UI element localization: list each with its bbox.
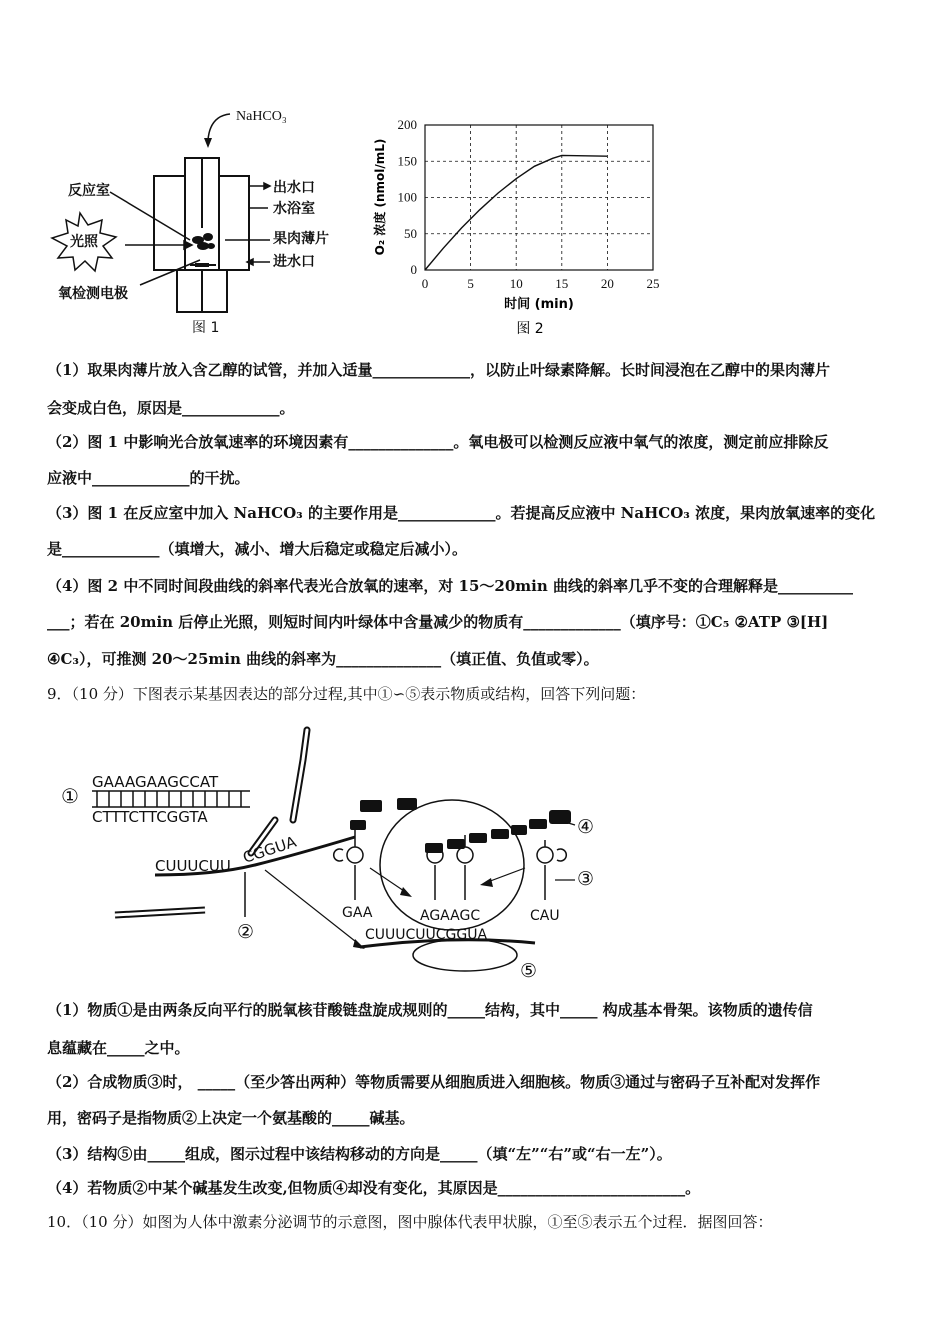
trna-anticodon-3: CAU	[530, 908, 560, 924]
x-tick-label: 10	[509, 276, 523, 291]
x-tick-label: 25	[646, 276, 660, 291]
q9-line-4: 用，密码子是指物质②上决定一个氨基酸的_____碱基。	[47, 1109, 415, 1127]
q8-line-9: ④C₃），可推测 20～25min 曲线的斜率为______________（填正值、负值或零）。	[47, 650, 599, 668]
water-bath-label: 水浴室	[273, 201, 315, 217]
ribosome-small-subunit	[413, 939, 517, 971]
trna-anticodon-1: GAA	[342, 905, 373, 921]
q9-line-3: （2）合成物质③时， _____（至少答出两种）等物质需要从细胞质进入细胞核。物质③通过与密码子互补配对发挥作	[47, 1073, 821, 1091]
q8-line-8: ___；若在 20min 后停止光照，则短时间内叶绿体中含量减少的物质有_____________（填序号：①C₅ ②ATP ③[H]	[47, 613, 829, 631]
electrode-label: 氧检测电极	[58, 286, 128, 302]
y-tick-label: 100	[397, 189, 417, 205]
q9-title: 9．（10 分）下图表示某基因表达的部分过程,其中①∽⑤表示物质或结构，回答下列问题：	[47, 685, 646, 703]
figure-1-apparatus	[40, 100, 340, 340]
q9-line-2: 息蕴藏在_____之中。	[47, 1039, 190, 1057]
figure-1-caption: 图 1	[192, 320, 220, 336]
q10-title: 10．（10 分）如图为人体中激素分泌调节的示意图，图中腺体代表甲状腺，①至⑤表示五个过程．据图回答：	[47, 1213, 773, 1231]
trna-shapes	[334, 825, 567, 900]
mrna-left-sequence: CUUUCUU	[155, 857, 231, 875]
nahco3-label: NaHCO₃	[236, 109, 287, 124]
x-tick-label: 5	[467, 276, 474, 291]
figure-2-chart	[370, 105, 690, 340]
x-tick-label: 20	[600, 276, 614, 291]
y-tick-label: 0	[410, 262, 417, 277]
q9-line-6: （4）若物质②中某个碱基发生改变,但物质④却没有变化，其原因是_________________________。	[47, 1179, 701, 1197]
marker-2: ②	[237, 921, 255, 943]
x-tick-label: 0	[421, 276, 429, 291]
q8-line-7: （4）图 2 中不同时间段曲线的斜率代表光合放氧的速率，对 15～20min 曲线的斜率几乎不变的合理解释是__________	[47, 577, 853, 595]
dna-ladder	[92, 791, 250, 807]
marker-4: ④	[577, 816, 595, 838]
figure-gene-expression	[55, 725, 615, 990]
fruit-slice-label: 果肉薄片	[273, 231, 329, 247]
q8-line-1: （1）取果肉薄片放入含乙醇的试管，并加入适量_____________，以防止叶绿素降解。长时间浸泡在乙醇中的果肉薄片	[47, 361, 830, 379]
mrna-left-tail: CGGUA	[240, 832, 299, 867]
q8-line-6: 是_____________（填增大，减小、增大后稳定或稳定后减小）。	[47, 540, 468, 558]
marker-3: ③	[577, 868, 595, 890]
dna-bottom-strand: CTTTCTTCGGTA	[92, 808, 208, 826]
x-axis-label: 时间 (min)	[504, 297, 574, 312]
water-out-label: 出水口	[273, 180, 315, 196]
y-tick-label: 150	[397, 153, 417, 169]
marker-1: ①	[61, 784, 79, 808]
marker-5: ⑤	[520, 960, 538, 982]
y-tick-label: 200	[397, 117, 417, 132]
trna-anticodon-2: AGAAGC	[420, 908, 481, 924]
reaction-chamber-label: 反应室	[68, 183, 110, 199]
q9-line-5: （3）结构⑤由_____组成，图示过程中该结构移动的方向是_____（填“左”“右”或“右一左”）。	[47, 1145, 672, 1163]
q8-line-2: 会变成白色，原因是_____________。	[47, 399, 295, 417]
q8-line-5: （3）图 1 在反应室中加入 NaHCO₃ 的主要作用是_____________。若提高反应液中 NaHCO₃ 浓度，果肉放氧速率的变化	[47, 504, 876, 522]
y-axis-label: O₂ 浓度 (nmol/mL)	[373, 138, 387, 256]
y-tick-label: 50	[404, 225, 417, 241]
dna-top-strand: GAAAGAAGCCAT	[92, 773, 219, 791]
q8-line-4: 应液中_____________的干扰。	[47, 469, 250, 487]
mrna-right-sequence: CUUUCUUCGGUA	[365, 927, 488, 943]
q9-line-1: （1）物质①是由两条反向平行的脱氧核苷酸链盘旋成规则的_____结构，其中_____ 构成基本骨架。该物质的遗传信	[47, 1001, 813, 1019]
water-in-label: 进水口	[273, 254, 315, 270]
x-tick-label: 15	[555, 276, 569, 291]
q8-line-3: （2）图 1 中影响光合放氧速率的环境因素有______________。氧电极可以检测反应液中氧气的浓度，测定前应排除反	[47, 433, 829, 451]
light-label: 光照	[70, 234, 98, 250]
figure-2-caption: 图 2	[516, 321, 544, 337]
